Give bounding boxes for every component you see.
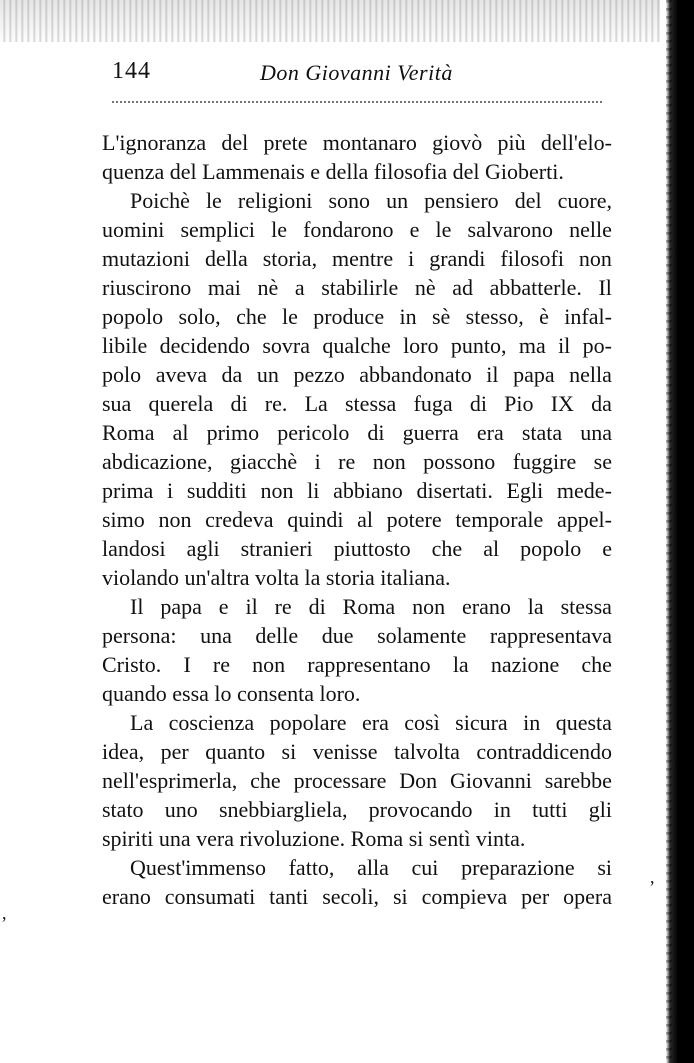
text-word: talvolta (393, 739, 460, 764)
text-word: di (367, 420, 385, 445)
text-word: agli (186, 536, 220, 561)
text-word: quanto (205, 739, 266, 764)
text-word: al (172, 420, 189, 445)
text-word: pezzo (293, 362, 345, 387)
text-word: i (167, 478, 174, 503)
text-word: nè (257, 275, 279, 300)
text-word: uno (164, 797, 198, 822)
text-word: in (399, 304, 417, 329)
page-number: 144 (112, 58, 151, 84)
text-line (102, 708, 612, 737)
text-word: Cristo. (102, 652, 162, 677)
text-word: fatto, (288, 855, 335, 880)
text-word: un (386, 188, 409, 213)
text-word: disertati. (416, 478, 493, 503)
text-word: del (514, 188, 542, 213)
text-word: le (205, 188, 222, 213)
text-word: processare (293, 768, 387, 793)
text-word: uomini (102, 217, 165, 242)
text-word: punto, (450, 333, 507, 358)
text-word: ad (452, 275, 473, 300)
text-word: loro (403, 333, 439, 358)
text-word: per (160, 739, 189, 764)
text-word: rappresentava (489, 623, 612, 648)
text-word: che (581, 652, 612, 677)
text-word: stato (102, 797, 144, 822)
text-word: il (245, 594, 258, 619)
text-word: il (486, 362, 499, 387)
text-word: semplici (180, 217, 255, 242)
text-word: coscienza (168, 710, 255, 735)
text-word: la (452, 652, 469, 677)
text-word: nell'esprimerla, (102, 768, 238, 793)
text-word: che (236, 304, 267, 329)
margin-speck: , (2, 903, 7, 923)
text-word: Il (130, 594, 144, 619)
text-word: IX (550, 391, 574, 416)
text-line (102, 186, 612, 215)
text-word: stesso, (465, 304, 524, 329)
text-word: cui (411, 855, 439, 880)
text-word: mutazioni (102, 246, 190, 271)
text-word: stata (521, 420, 563, 445)
text-word: così (404, 710, 440, 735)
text-word: popolo (520, 536, 582, 561)
text-line (102, 621, 612, 650)
text-word: sicura (455, 710, 508, 735)
text-word: papa (160, 594, 202, 619)
text-word: della (204, 246, 248, 271)
header-rule (112, 101, 602, 105)
text-word: po- (582, 333, 612, 358)
text-word: di (469, 391, 487, 416)
text-line (102, 882, 612, 911)
text-word: Roma (342, 594, 396, 619)
text-word: contraddicendo (476, 739, 612, 764)
text-word: persona: (102, 623, 177, 648)
text-word: La (130, 710, 154, 735)
text-word: re. (264, 391, 288, 416)
text-word: qualche (322, 333, 391, 358)
text-word: più (497, 130, 526, 155)
text-word: stessa (345, 391, 397, 416)
text-word: polo (102, 362, 142, 387)
text-word: da (591, 391, 612, 416)
text-line (102, 389, 612, 418)
text-line (102, 534, 612, 563)
text-word: libile (102, 333, 148, 358)
text-word: fuggire (512, 449, 577, 474)
page-header (112, 56, 602, 100)
text-word: temporale (455, 507, 544, 532)
text-word: Poichè (130, 188, 190, 213)
text-word: si (281, 739, 297, 764)
text-word: e (602, 536, 612, 561)
text-line (102, 331, 612, 360)
text-word: secoli, (322, 884, 380, 909)
text-word: al (483, 536, 500, 561)
text-word: è (539, 304, 549, 329)
text-word: possono (423, 449, 496, 474)
text-word: tutti (532, 797, 568, 822)
text-word: si (597, 855, 612, 880)
text-word: erano (462, 594, 511, 619)
text-word: idea, (102, 739, 145, 764)
text-word: al (357, 507, 373, 532)
text-word: alla (357, 855, 389, 880)
text-line (102, 244, 612, 273)
text-word: da (221, 362, 243, 387)
text-word: solo, (178, 304, 221, 329)
text-line (102, 650, 612, 679)
text-word: nella (569, 362, 612, 387)
text-word: pensiero (424, 188, 499, 213)
text-word: pericolo (277, 420, 350, 445)
text-word: Quest'immenso (130, 855, 266, 880)
text-word: prete (263, 130, 308, 155)
text-word: tanti (269, 884, 309, 909)
text-word: decidendo (159, 333, 250, 358)
text-word: preparazione (461, 855, 575, 880)
scan-edge-right (660, 0, 694, 1063)
text-line (102, 737, 612, 766)
text-word: solamente (377, 623, 467, 648)
text-line (102, 766, 612, 795)
text-word: filosofi (500, 246, 564, 271)
text-word: nelle (569, 217, 612, 242)
text-word: il (558, 333, 571, 358)
text-word: La (304, 391, 328, 416)
text-word: quindi (287, 507, 344, 532)
text-word: fuga (413, 391, 453, 416)
text-word: produce (313, 304, 385, 329)
margin-speck: , (650, 867, 655, 887)
text-word: del (221, 130, 249, 155)
text-word: re (338, 449, 356, 474)
text-word: si (392, 884, 408, 909)
text-word: I (183, 652, 191, 677)
text-line (102, 128, 612, 157)
text-word: non (372, 449, 406, 474)
text-word: i (408, 246, 415, 271)
text-word: mede- (556, 478, 612, 503)
text-word: religioni (237, 188, 313, 213)
text-word: piuttosto (333, 536, 411, 561)
text-word: stabilirle (321, 275, 399, 300)
text-word: in (493, 797, 511, 822)
text-word: Pio (504, 391, 534, 416)
text-word: cuore, (557, 188, 612, 213)
text-word: nè (414, 275, 436, 300)
text-word: popolare (269, 710, 347, 735)
text-word: giacchè (230, 449, 298, 474)
text-word: sè (431, 304, 451, 329)
text-line (102, 302, 612, 331)
text-word: giovò (432, 130, 483, 155)
text-line (102, 505, 612, 534)
text-word: re (212, 652, 230, 677)
text-word: infal- (564, 304, 612, 329)
text-word: che (431, 536, 463, 561)
text-word: stranieri (240, 536, 313, 561)
text-word: re (274, 594, 292, 619)
text-word: salvarono (467, 217, 554, 242)
text-word: se (593, 449, 612, 474)
body-text (102, 128, 612, 911)
text-word: nazione (490, 652, 560, 677)
text-word: non (412, 594, 446, 619)
text-word: una (200, 623, 232, 648)
text-word: mentre (332, 246, 394, 271)
text-line: quenza del Lammenais e della filosofia del Gioberti. (102, 159, 564, 184)
text-word: abbiano (333, 478, 403, 503)
text-word: querela (148, 391, 214, 416)
text-line (102, 418, 612, 447)
text-line (102, 853, 612, 882)
text-word: e (218, 594, 229, 619)
text-word: primo (206, 420, 260, 445)
text-line (102, 592, 612, 621)
text-word: aveva (155, 362, 207, 387)
text-word: sovra (262, 333, 310, 358)
text-word: di (230, 391, 248, 416)
text-word: questa (555, 710, 612, 735)
text-word: due (321, 623, 354, 648)
running-title: Don Giovanni Verità (260, 60, 453, 85)
text-word: abbatterle. (489, 275, 582, 300)
text-word: simo (102, 507, 145, 532)
text-word: sua (102, 391, 132, 416)
text-word: venisse (312, 739, 378, 764)
text-word: popolo (102, 304, 164, 329)
text-word: in (523, 710, 541, 735)
text-word: non (260, 478, 294, 503)
text-line (102, 215, 612, 244)
text-word: sarebbe (544, 768, 612, 793)
text-word: non (252, 652, 286, 677)
text-word: le (435, 217, 452, 242)
text-word: storia, (262, 246, 318, 271)
text-line: violando un'altra volta la storia italiana. (102, 565, 451, 590)
text-word: li (307, 478, 320, 503)
text-word: sudditi (186, 478, 247, 503)
text-word: Egli (506, 478, 544, 503)
text-word: delle (255, 623, 299, 648)
text-word: riuscirono (102, 275, 192, 300)
text-word: consumati (164, 884, 256, 909)
text-word: Giovanni (450, 768, 532, 793)
text-word: non (578, 246, 612, 271)
text-line (102, 360, 612, 389)
text-word: grandi (429, 246, 486, 271)
text-line (102, 273, 612, 302)
text-word: le (281, 304, 298, 329)
text-word: stessa (560, 594, 612, 619)
text-word: opera (563, 884, 612, 909)
text-line (102, 447, 612, 476)
text-word: abdicazione, (102, 449, 213, 474)
text-word: era (476, 420, 504, 445)
text-word: montanaro (322, 130, 417, 155)
text-word: erano (102, 884, 151, 909)
text-word: a (294, 275, 305, 300)
text-word: landosi (102, 536, 166, 561)
text-word: ma (518, 333, 546, 358)
text-word: la (527, 594, 544, 619)
text-word: un (256, 362, 279, 387)
text-word: sono (328, 188, 371, 213)
text-word: credeva (205, 507, 274, 532)
text-word: Roma (102, 420, 155, 445)
text-word: papa (513, 362, 555, 387)
text-word: le (271, 217, 287, 242)
text-word: mai (207, 275, 241, 300)
text-word: prima (102, 478, 154, 503)
text-word: Don (399, 768, 438, 793)
text-word: che (250, 768, 281, 793)
text-word: abbandonato (359, 362, 472, 387)
text-word: snebbiargliela, (218, 797, 348, 822)
text-line: quando essa lo consenta loro. (102, 681, 361, 706)
text-word: appel- (556, 507, 612, 532)
text-word: era (361, 710, 389, 735)
text-word: provocando (368, 797, 473, 822)
text-word: una (580, 420, 612, 445)
text-word: e (409, 217, 420, 242)
text-word: fondarono (303, 217, 394, 242)
text-word: guerra (402, 420, 459, 445)
text-word: potere (386, 507, 442, 532)
text-line (102, 795, 612, 824)
text-line: spiriti una vera rivoluzione. Roma si sentì vinta. (102, 826, 526, 851)
text-word: per (521, 884, 550, 909)
text-word: dell'elo- (540, 130, 612, 155)
text-word: L'ignoranza (102, 130, 207, 155)
text-word: gli (588, 797, 612, 822)
text-word: compieva (421, 884, 508, 909)
text-line (102, 476, 612, 505)
text-word: di (308, 594, 326, 619)
text-word: Il (598, 275, 612, 300)
text-word: non (158, 507, 192, 532)
text-word: i (314, 449, 321, 474)
text-word: rappresentano (307, 652, 431, 677)
